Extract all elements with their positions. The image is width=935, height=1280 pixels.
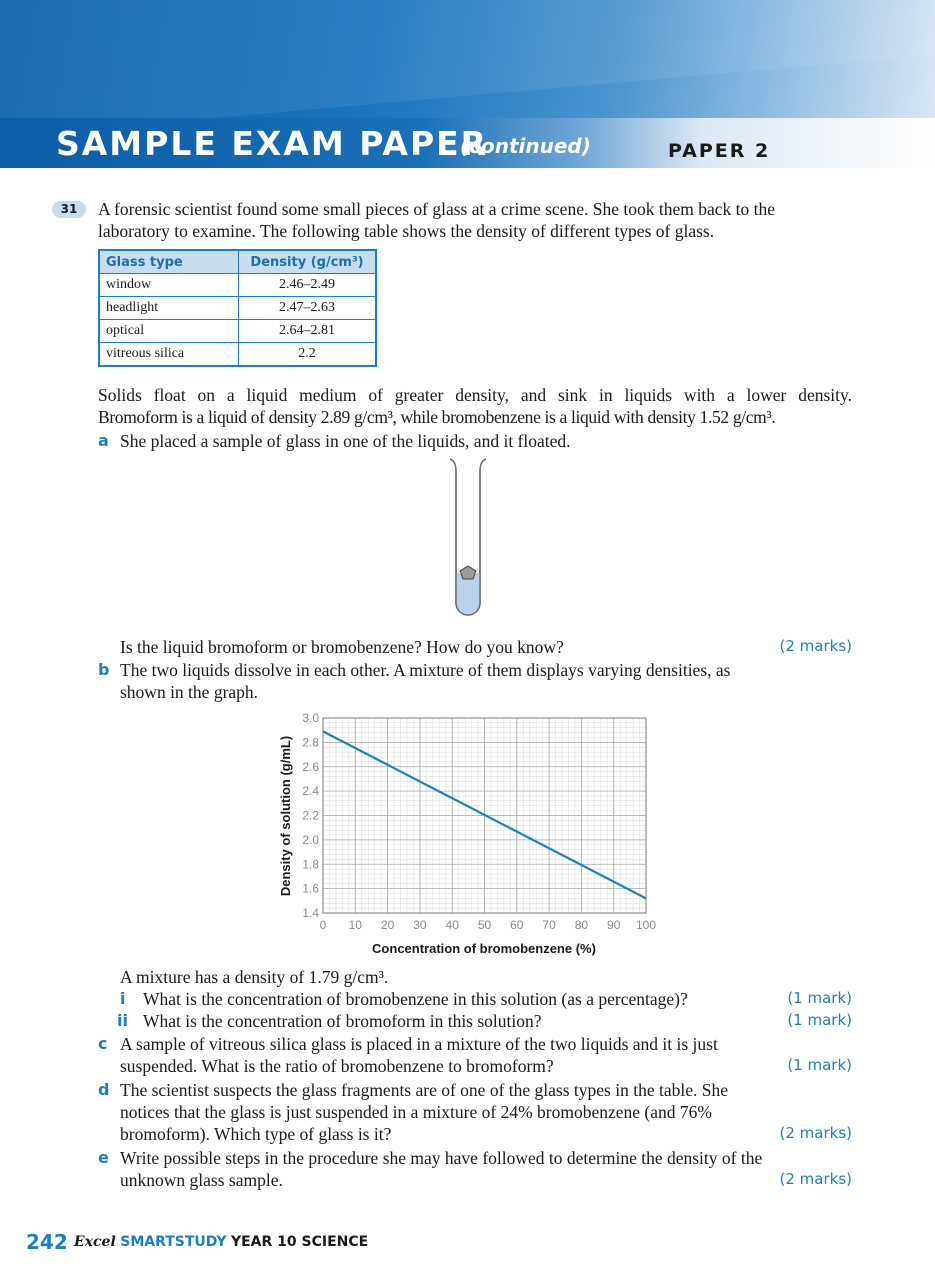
part-d-marks: (2 marks) — [779, 1124, 852, 1142]
y-tick-label: 1.8 — [302, 857, 319, 872]
page-header — [0, 0, 935, 168]
part-d-line2: notices that the glass is just suspended in a mixture of 24% bromobenzene (and 76% — [120, 1102, 712, 1122]
part-b-ii-label: ii — [117, 1011, 128, 1030]
part-e-label: e — [98, 1148, 109, 1167]
chart-y-ticks — [302, 711, 319, 920]
part-b-i-marks: (1 mark) — [787, 989, 852, 1007]
footer-brand-excel: Excel — [74, 1234, 116, 1250]
question-number-badge: 31 — [52, 201, 86, 218]
y-tick-label: 2.8 — [302, 735, 319, 750]
part-e-line2: unknown glass sample. — [120, 1170, 283, 1190]
density-paragraph-line2: Bromoform is a liquid of density 2.89 g/cm³, while bromobenzene is a liquid with density 1.52 g/cm³. — [98, 407, 776, 427]
x-tick-label: 50 — [477, 918, 492, 932]
part-e-marks: (2 marks) — [779, 1170, 852, 1188]
y-tick-label: 1.6 — [302, 881, 319, 896]
table-header-glass-type: Glass type — [99, 250, 239, 274]
part-c-line2: suspended. What is the ratio of bromobenzene to bromoform? — [120, 1056, 554, 1076]
table-header-density: Density (g/cm³) — [239, 250, 377, 274]
table-cell-type: headlight — [99, 297, 239, 320]
test-tube-diagram — [440, 455, 490, 630]
table-row — [99, 274, 376, 297]
x-tick-label: 40 — [445, 918, 459, 932]
paper-label: PAPER 2 — [668, 140, 771, 162]
chart-x-axis-label: Concentration of bromobenzene (%) — [372, 941, 596, 956]
part-a-label: a — [98, 431, 109, 450]
part-d-line1: The scientist suspects the glass fragments are of one of the glass types in the table. She — [120, 1080, 728, 1100]
x-tick-label: 70 — [542, 918, 556, 932]
table-row — [99, 343, 376, 367]
part-a-text: She placed a sample of glass in one of the liquids, and it floated. — [120, 431, 571, 451]
table-header-row — [99, 250, 376, 274]
chart-y-axis-label: Density of solution (g/mL) — [278, 735, 293, 897]
part-b-ii-marks: (1 mark) — [787, 1011, 852, 1029]
page-number: 242 — [26, 1230, 68, 1254]
y-tick-label: 2.2 — [302, 808, 319, 823]
y-tick-label: 2.6 — [302, 759, 319, 774]
chart-x-ticks — [320, 918, 657, 932]
footer-brand-smartstudy: SMARTSTUDY — [120, 1234, 227, 1250]
table-row — [99, 297, 376, 320]
header-continued: (continued) — [460, 134, 591, 158]
part-b-i-text: What is the concentration of bromobenzene in this solution (as a percentage)? — [143, 989, 688, 1009]
part-e-line1: Write possible steps in the procedure she may have followed to determine the density of the — [120, 1148, 763, 1168]
x-tick-label: 100 — [635, 918, 657, 932]
x-tick-label: 30 — [413, 918, 427, 932]
part-a-marks: (2 marks) — [779, 637, 852, 655]
x-tick-label: 20 — [380, 918, 395, 932]
x-tick-label: 90 — [607, 918, 621, 932]
x-tick-label: 10 — [348, 918, 362, 932]
header-title: SAMPLE EXAM PAPER — [56, 124, 489, 163]
table-cell-density: 2.47–2.63 — [239, 297, 377, 320]
part-b-ii-text: What is the concentration of bromoform in this solution? — [143, 1011, 542, 1031]
table-row — [99, 320, 376, 343]
x-tick-label: 60 — [510, 918, 524, 932]
y-tick-label: 2.0 — [302, 832, 319, 847]
table-cell-density: 2.64–2.81 — [239, 320, 377, 343]
density-chart — [270, 705, 670, 960]
part-b-line1: The two liquids dissolve in each other. A mixture of them displays varying densities, as — [120, 660, 731, 680]
y-tick-label: 1.4 — [302, 906, 319, 920]
part-b-i-label: i — [120, 989, 126, 1008]
table-cell-type: window — [99, 274, 239, 297]
part-d-label: d — [98, 1080, 110, 1099]
part-a-question: Is the liquid bromoform or bromobenzene? How do you know? — [120, 637, 564, 657]
mixture-density-text: A mixture has a density of 1.79 g/cm³. — [120, 967, 389, 987]
question-intro-line1: A forensic scientist found some small pieces of glass at a crime scene. She took them back to the — [98, 199, 775, 219]
y-tick-label: 2.4 — [302, 784, 319, 799]
table-cell-density: 2.2 — [239, 343, 377, 367]
question-intro-line2: laboratory to examine. The following table shows the density of different types of glass. — [98, 221, 715, 241]
footer-brand-subtitle: YEAR 10 SCIENCE — [230, 1234, 369, 1250]
part-b-line2: shown in the graph. — [120, 682, 259, 702]
header-decoration — [0, 0, 935, 138]
table-cell-density: 2.46–2.49 — [239, 274, 377, 297]
footer-brand — [74, 1234, 368, 1250]
part-c-line1: A sample of vitreous silica glass is placed in a mixture of the two liquids and it is just — [120, 1034, 718, 1054]
x-tick-label: 0 — [319, 918, 327, 932]
density-paragraph-line1: Solids float on a liquid medium of greater density, and sink in liquids with a lower density. — [98, 385, 852, 405]
part-d-line3: bromoform). Which type of glass is it? — [120, 1124, 392, 1144]
part-b-label: b — [98, 660, 110, 679]
table-cell-type: vitreous silica — [99, 343, 239, 367]
part-c-marks: (1 mark) — [787, 1056, 852, 1074]
x-tick-label: 80 — [574, 918, 589, 932]
part-c-label: c — [98, 1034, 108, 1053]
y-tick-label: 3.0 — [302, 711, 319, 725]
glass-density-table — [98, 249, 377, 367]
table-cell-type: optical — [99, 320, 239, 343]
